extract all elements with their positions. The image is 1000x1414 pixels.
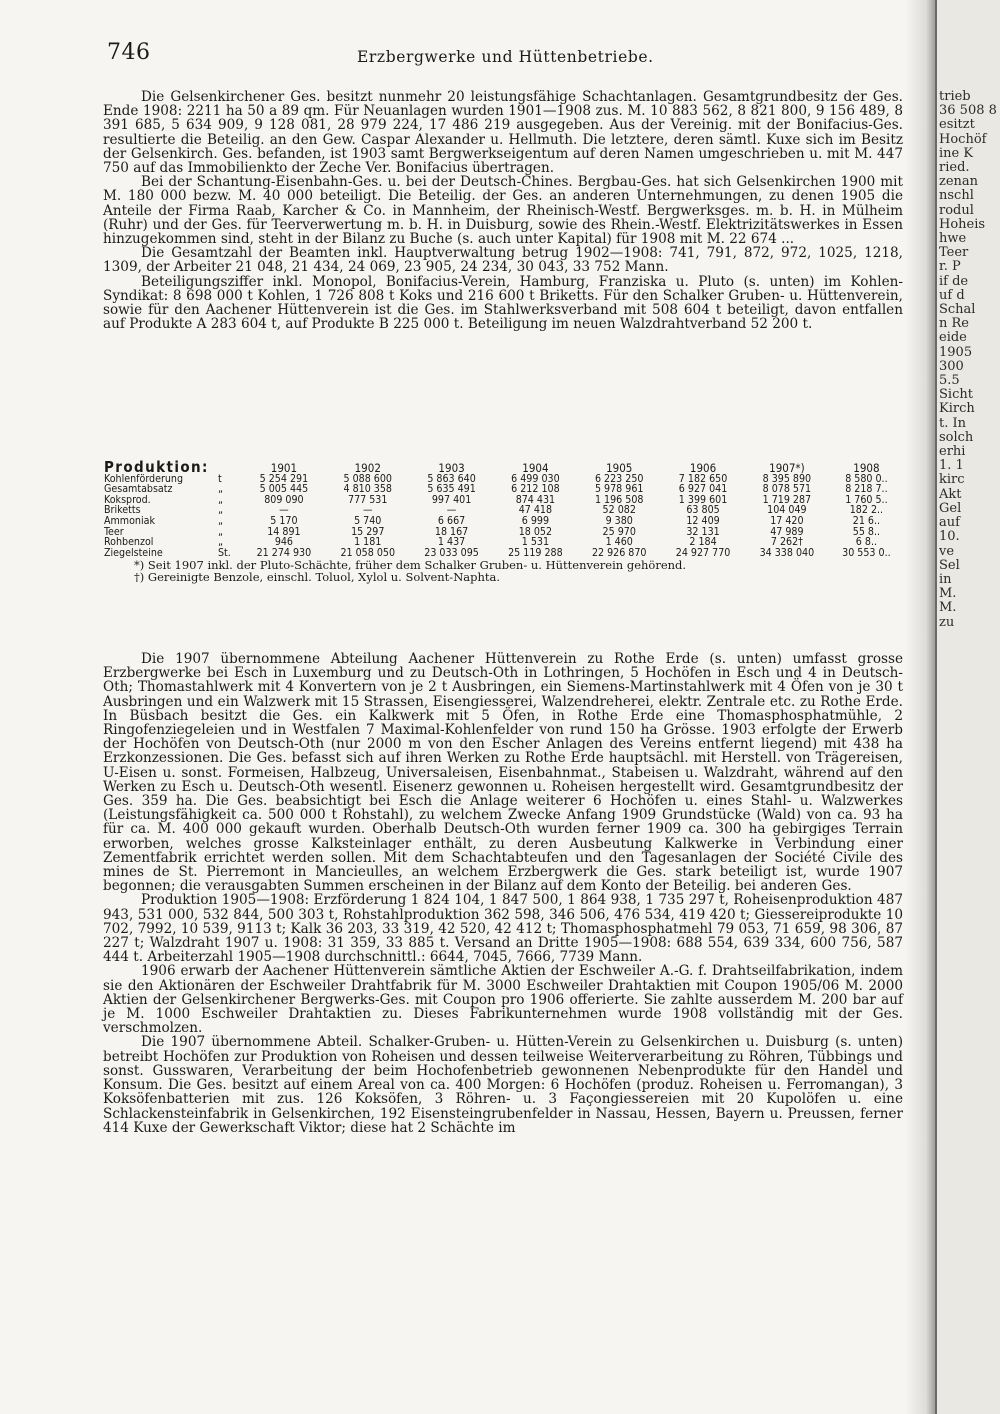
table-cell: 18 167 bbox=[434, 525, 469, 538]
paragraph: Die Gesamtzahl der Beamten inkl. Hauptverwaltung betrug 1902—1908: 741, 791, 872, 972, 1025, 1218, 1309, der Arbeiter 21 048, 21 434, 24 069, 23 905, 24 234, 30 043, 33 752 Mann. bbox=[103, 245, 903, 276]
edge-fragment: nschl bbox=[939, 188, 974, 204]
row-unit: „ bbox=[218, 514, 223, 527]
edge-fragment: M. bbox=[939, 600, 957, 616]
paragraph: Bei der Schantung-Eisenbahn-Ges. u. bei der Deutsch-Chines. Bergbau-Ges. hat sich Gelsenkirchen 1900 mit M. 180 000 bezw. M. 40 000 beteiligt. Die Beteilig. der Ges. an anderen Unternehmungen, zu denen 1905 die Anteile der Firma Raab, Karcher & Co. in Mannheim, der Rheinisch-Westf. Bergwerksges. m. b. H. in Mülheim (Ruhr) und der Ges. für Teerverwertung m. b. H. in Duisburg, sowie des Rhein.-Westf. Elektrizitätswerkes in Essen hinzugekommen sind, steht in der Bilanz zu Buche (s. auch unter Kapital) für 1908 mit M. 22 674 ... bbox=[103, 174, 903, 248]
table-cell: 21 058 050 bbox=[340, 546, 396, 559]
table-cell: — bbox=[446, 504, 457, 517]
edge-fragment: Schal bbox=[939, 302, 976, 318]
production-title: Produktion: bbox=[104, 458, 209, 476]
table-cell: 7 262† bbox=[770, 536, 803, 549]
edge-fragment: auf bbox=[939, 515, 960, 531]
table-cell: 15 297 bbox=[351, 525, 385, 538]
table-cell: 32 131 bbox=[686, 525, 720, 538]
edge-fragment: kirc bbox=[939, 472, 965, 488]
edge-fragment: ine K bbox=[939, 145, 974, 161]
table-cell: 809 090 bbox=[264, 493, 304, 506]
row-label: Teer bbox=[104, 525, 124, 538]
year-header: 1903 bbox=[438, 460, 465, 475]
row-unit: „ bbox=[218, 504, 223, 517]
edge-fragment: Sel bbox=[939, 557, 960, 573]
paragraph: Die 1907 übernommene Abteilung Aachener Hüttenverein zu Rothe Erde (s. unten) umfasst grosse Erzbergwerke bei Esch in Luxemburg und zu Deutsch-Oth in Lothringen, 5 Hochöfen in Esch und 4 in Deutsch-Oth; Thomastahlwerk mit 4 Konvertern von je 2 t Ausbringen, ein Siemens-Martinstahlwerk mit 4 Öfen von je 30 t Ausbringen und ein Walzwerk mit 15 Strassen, Eisengiesserei, Walzendreherei, elektr. Zentrale etc. zu Rothe Erde. In Büsbach besitzt die Ges. ein Kalkwerk mit 5 Öfen, in Rothe Erde eine Thomasphosphatmühle, 2 Ringofenziegeleien und in Westfalen 7 Maximal-Kohlenfelder von rund 150 ha Grösse. 1903 erfolgte der Erwerb der Hochöfen von Deutsch-Oth (nur 2000 m von den Escher Anlagen des Vereins entfernt liegend) mit 438 ha Erzkonzessionen. Die Ges. befasst sich auf ihren Werken zu Rothe Erde hauptsächl. mit Herstell. von Trägereisen, U-Eisen u. sonst. Formeisen, Halbzeug, Universaleisen, Eisenbahnmat., Stabeisen u. Walzdraht, während auf den Werken zu Esch u. Deutsch-Oth wesentl. Eisenerz gewonnen u. Roheisen hergestellt wird. Gesamtgrundbesitz der Ges. 359 ha. Die Ges. beabsichtigt bei Esch die Anlage weiterer 6 Hochöfen u. eines Stahl- u. Walzwerkes (Leistungsfähigkeit ca. 500 000 t Rohstahl), zu welchem Zwecke Anfang 1909 Grundstücke (Wald) von ca. 93 ha für ca. M. 400 000 gekauft wurden. Oberhalb Deutsch-Oth wurden ferner 1909 ca. 300 ha gebirgiges Terrain erworben, welches grosse Kalksteinlager enthält, zu deren Ausbeutung Kalkwerke in Verbindung einer Zementfabrik errichtet werden sollen. Mit dem Schachtabteufen und den Tagesanlagen der Société Civile des mines de St. Pierremont in Mancieulles, an welchem Erzbergwerk die Ges. stark beteiligt ist, wurde 1907 begonnen; die verausgabten Summen erscheinen in der Bilanz auf dem Konto der Beteilig. bei anderen Ges. bbox=[103, 651, 903, 895]
table-cell: 7 182 650 bbox=[678, 472, 728, 485]
edge-fragment: Sicht bbox=[939, 387, 973, 403]
year-header: 1906 bbox=[689, 460, 717, 475]
row-label: Ammoniak bbox=[104, 514, 155, 527]
table-cell: 6 223 250 bbox=[594, 472, 644, 485]
year-header: 1904 bbox=[522, 460, 549, 475]
edge-fragment: esitzt bbox=[939, 117, 975, 133]
table-cell: 6 8.. bbox=[855, 536, 877, 549]
paragraph: 1906 erwarb der Aachener Hüttenverein sämtliche Aktien der Eschweiler A.-G. f. Drahtseilfabrikation, indem sie den Aktionären der Eschweiler Drahtfabrik für M. 3000 Eschweiler Drahtaktien mit Coupon 1905/06 M. 2000 Aktien der Gelsenkirchener Bergwerks-Ges. mit Coupon pro 1906 offerierte. Sie zahlte ausserdem M. 200 bar auf je M. 1000 Eschweiler Drahtaktien zu. Dieses Fabrikunternehmen wurde 1908 vollständig mit der Ges. verschmolzen. bbox=[103, 963, 903, 1037]
table-cell: 6 999 bbox=[521, 514, 550, 527]
paragraph: Die 1907 übernommene Abteil. Schalker-Gruben- u. Hütten-Verein zu Gelsenkirchen u. Duisburg (s. unten) betreibt Hochöfen zur Produktion von Roheisen und dessen teilweise Weiterverarbeitung zu Röhren, Tübbings und sonst. Gusswaren, Verarbeitung der beim Hochofenbetrieb gewonnenen Nebenprodukte für den Handel und Konsum. Die Ges. besitzt auf einem Areal von ca. 400 Morgen: 6 Hochöfen (produz. Roheisen u. Ferromangan), 3 Koksöfenbatterien mit zus. 126 Koksöfen, 3 Röhren- u. 3 Façongiessereien mit 20 Kupolöfen u. eine Schlackensteinfabrik in Gelsenkirchen, 192 Eisensteingrubenfelder in Nassau, Hessen, Bayern u. Preussen, ferner 414 Kuxe der Gewerkschaft Viktor; diese hat 2 Schächte im bbox=[103, 1034, 903, 1136]
table-cell: 1 760 5.. bbox=[845, 493, 888, 506]
edge-fragment: 10. bbox=[939, 529, 960, 545]
table-cell: 47 418 bbox=[518, 504, 553, 517]
table-cell: — bbox=[279, 504, 289, 517]
table-cell: 21 6.. bbox=[852, 514, 881, 527]
table-cell: 6 212 108 bbox=[511, 483, 560, 496]
table-cell: 8 078 571 bbox=[762, 483, 812, 496]
year-header: 1905 bbox=[606, 460, 633, 475]
table-cell: 14 891 bbox=[267, 525, 301, 538]
table-cell: 24 927 770 bbox=[675, 546, 731, 559]
edge-fragment: rodul bbox=[939, 202, 974, 218]
table-cell: 47 989 bbox=[770, 525, 804, 538]
table-cell: 1 531 bbox=[521, 536, 550, 549]
table-cell: 1 399 601 bbox=[678, 493, 728, 506]
table-cell: 5 635 491 bbox=[427, 483, 476, 496]
edge-fragment: Hochöf bbox=[939, 131, 987, 147]
table-cell: 6 927 041 bbox=[678, 483, 728, 496]
table-cell: 5 740 bbox=[354, 514, 382, 527]
edge-fragment: 1. 1 bbox=[939, 458, 964, 474]
table-header-row bbox=[104, 462, 904, 474]
table-cell: 946 bbox=[274, 536, 293, 549]
table-cell: 18 052 bbox=[518, 525, 553, 538]
edge-fragment: ried. bbox=[939, 160, 970, 176]
row-label: Gesamtabsatz bbox=[104, 483, 173, 496]
edge-fragment: 36 508 8 bbox=[939, 103, 997, 119]
table-cell: 874 431 bbox=[515, 493, 556, 506]
table-cell: 1 437 bbox=[437, 536, 466, 549]
table-cell: 5 863 640 bbox=[427, 472, 476, 485]
table-cell: 25 119 288 bbox=[508, 546, 563, 559]
row-unit: „ bbox=[218, 493, 223, 506]
table-cell: 6 499 030 bbox=[511, 472, 560, 485]
section-aachener-schalker bbox=[103, 652, 903, 1135]
row-unit: „ bbox=[218, 483, 223, 496]
table-cell: 21 274 930 bbox=[256, 546, 312, 559]
edge-fragment: hwe bbox=[939, 231, 967, 247]
row-label: Ziegelsteine bbox=[104, 546, 163, 559]
table-cell: 997 401 bbox=[431, 493, 472, 506]
table-cell: 25 970 bbox=[602, 525, 636, 538]
table-cell: 5 088 600 bbox=[343, 472, 392, 485]
table-cell: 12 409 bbox=[686, 514, 720, 527]
row-label: Kohlenförderung bbox=[104, 472, 184, 485]
edge-fragment: zenan bbox=[939, 174, 979, 190]
table-cell: 5 254 291 bbox=[259, 472, 309, 485]
table-cell: 30 553 0.. bbox=[842, 546, 891, 559]
year-header: 1901 bbox=[270, 460, 298, 475]
edge-fragment: 300 bbox=[939, 358, 964, 374]
edge-fragment: zu bbox=[939, 614, 955, 630]
section-gelsenkirchen bbox=[103, 90, 903, 331]
book-gutter-shadow bbox=[905, 0, 935, 1414]
table-cell: 4 810 358 bbox=[343, 483, 392, 496]
table-cell: 6 667 bbox=[437, 514, 466, 527]
paragraph: Produktion 1905—1908: Erzförderung 1 824 104, 1 847 500, 1 864 938, 1 735 297 t, Roheisenproduktion 487 943, 531 000, 532 844, 500 303 t, Rohstahlproduktion 362 598, 346 506, 476 534, 419 420 t; Giessereiprodukte 10 702, 7992, 10 539, 9113 t; Kalk 36 203, 33 319, 42 520, 42 412 t; Thomasphosphatmehl 79 053, 71 659, 98 306, 87 227 t; Walzdraht 1907 u. 1908: 31 359, 33 885 t. Versand an Dritte 1905—1908: 688 554, 639 334, 600 756, 587 444 t. Arbeiterzahl 1905—1908 durchschnittl.: 6644, 7045, 7666, 7739 Mann. bbox=[103, 892, 903, 966]
table-cell: 104 049 bbox=[767, 504, 807, 517]
page-number: 746 bbox=[107, 40, 151, 65]
edge-fragment: erhi bbox=[939, 444, 966, 460]
table-cell: 1 196 508 bbox=[594, 493, 644, 506]
table-cell: 5 978 961 bbox=[594, 483, 644, 496]
table-cell: 1 719 287 bbox=[762, 493, 812, 506]
production-table bbox=[104, 458, 904, 559]
table-cell: 8 395 890 bbox=[762, 472, 812, 485]
row-label: Rohbenzol bbox=[104, 536, 154, 549]
table-cell: — bbox=[362, 504, 373, 517]
page-header bbox=[107, 40, 907, 80]
table-cell: 55 8.. bbox=[852, 525, 881, 538]
edge-fragment: Hoheis bbox=[939, 216, 986, 232]
row-label: Koksprod. bbox=[104, 493, 151, 506]
table-cell: 52 082 bbox=[602, 504, 636, 517]
table-row bbox=[104, 516, 904, 527]
row-unit: „ bbox=[218, 525, 223, 538]
edge-fragment: 5.5 bbox=[939, 373, 960, 389]
edge-fragment: Kirch bbox=[939, 401, 975, 417]
table-cell: 777 531 bbox=[348, 493, 388, 506]
footnote: †) Gereinigte Benzole, einschl. Toluol, Xylol u. Solvent-Naphta. bbox=[134, 570, 501, 585]
edge-fragment: Gel bbox=[939, 500, 962, 516]
paragraph: Beteiligungsziffer inkl. Monopol, Bonifacius-Verein, Hamburg, Franziska u. Pluto (s. unten) im Kohlen-Syndikat: 8 698 000 t Kohlen, 1 726 808 t Koks und 216 600 t Briketts. Für den Schalker Gruben- u. Hüttenverein, sowie für den Aachener Hüttenverein ist die Ges. im Stahlwerksverband mit 508 604 t beteiligt, davon entfallen auf Produkte A 283 604 t, auf Produkte B 225 000 t. Beteiligung im neuen Walzdrahtverband 52 200 t. bbox=[103, 273, 903, 333]
edge-fragment: uf d bbox=[939, 287, 965, 303]
table-cell: 8 218 7.. bbox=[845, 483, 888, 496]
row-unit: „ bbox=[218, 536, 223, 549]
edge-fragment: in bbox=[939, 571, 952, 587]
table-cell: 5 170 bbox=[270, 514, 298, 527]
table-footnotes bbox=[104, 559, 904, 583]
next-page-edge bbox=[935, 0, 1000, 1414]
table-cell: 1 460 bbox=[605, 536, 633, 549]
running-title: Erzbergwerke und Hüttenbetriebe. bbox=[357, 48, 654, 66]
footnote: *) Seit 1907 inkl. der Pluto-Schächte, früher dem Schalker Gruben- u. Hüttenverein gehörend. bbox=[134, 558, 687, 573]
row-unit: St. bbox=[218, 546, 231, 559]
edge-fragment: if de bbox=[939, 273, 969, 289]
year-header: 1908 bbox=[853, 460, 880, 475]
table-cell: 9 380 bbox=[605, 514, 633, 527]
table-cell: 5 005 445 bbox=[259, 483, 309, 496]
production-table-block bbox=[104, 458, 904, 585]
year-header: 1902 bbox=[354, 460, 381, 475]
edge-fragment: Akt bbox=[939, 486, 962, 502]
edge-fragment: r. P bbox=[939, 259, 961, 275]
table-cell: 23 033 095 bbox=[424, 546, 479, 559]
table-cell: 182 2.. bbox=[849, 504, 884, 517]
edge-fragment: Teer bbox=[939, 245, 969, 261]
edge-fragment: M. bbox=[939, 586, 957, 602]
edge-fragment: eide bbox=[939, 330, 967, 346]
edge-fragment: trieb bbox=[939, 89, 971, 104]
table-cell: 2 184 bbox=[689, 536, 717, 549]
paragraph: Die Gelsenkirchener Ges. besitzt nunmehr 20 leistungsfähige Schachtanlagen. Gesamtgrundbesitz der Ges. Ende 1908: 2211 ha 50 a 89 qm. Für Neuanlagen wurden 1901—1908 zus. M. 10 883 562, 8 821 800, 9 156 489, 8 391 685, 5 634 909, 9 128 081, 28 979 224, 17 486 219 ausgegeben. Aus der Vereinig. mit der Bonifacius-Ges. resultierte die Beteilig. an den Gew. Caspar Alexander u. Hellmuth. Die letztere, deren sämtl. Kuxe sich im Besitz der Gelsenkirch. Ges. befanden, ist 1903 samt Bergwerkseigentum auf deren Namen umgeschrieben u. mit M. 447 750 auf das Immobilienkto der Zeche Ver. Bonifacius übertragen. bbox=[103, 89, 903, 177]
table-row bbox=[104, 548, 904, 559]
edge-fragment: 1905 bbox=[939, 344, 973, 360]
table-cell: 1 181 bbox=[354, 536, 382, 549]
row-label: Briketts bbox=[104, 504, 141, 517]
table-cell: 34 338 040 bbox=[759, 546, 815, 559]
edge-fragment: ve bbox=[939, 543, 955, 559]
row-unit: t bbox=[218, 472, 222, 485]
edge-fragment: solch bbox=[939, 429, 974, 445]
table-cell: 63 805 bbox=[686, 504, 720, 517]
table-cell: 22 926 870 bbox=[591, 546, 647, 559]
edge-fragment: n Re bbox=[939, 316, 969, 332]
edge-fragment: t. In bbox=[939, 415, 966, 431]
table-cell: 8 580 0.. bbox=[845, 472, 888, 485]
table-cell: 17 420 bbox=[770, 514, 804, 527]
year-header: 1907*) bbox=[769, 460, 805, 475]
